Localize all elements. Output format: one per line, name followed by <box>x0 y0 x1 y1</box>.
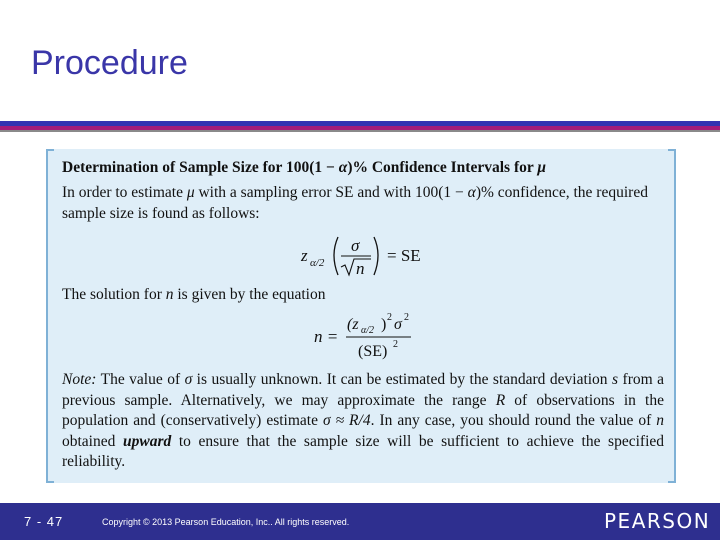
eq2-num-square: 2 <box>387 312 392 323</box>
eq2-denominator: (SE) <box>358 343 388 360</box>
eq2-num-sigma-square: 2 <box>404 312 409 323</box>
box-left-bracket <box>46 149 54 483</box>
eq2-num-subscript: α/2 <box>361 325 375 336</box>
eq2-num-paren: ) <box>381 316 387 333</box>
eq2-lhs: n = <box>314 327 339 346</box>
eq2-num-sigma: σ <box>394 316 402 333</box>
eq1-right-paren <box>374 237 378 275</box>
box-heading: Determination of Sample Size for 100(1 − α)% Confidence Intervals for μ <box>62 159 546 176</box>
eq1-left-paren <box>334 237 338 275</box>
eq1-denominator: n <box>356 259 365 278</box>
intro-paragraph: In order to estimate μ with a sampling error SE and with 100(1 − α)% confidence, the required sample size is found as follows: <box>62 184 648 222</box>
eq2-num-z: (z <box>347 316 359 333</box>
eq1-subscript: α/2 <box>310 257 325 269</box>
slide-title: Procedure <box>31 44 188 82</box>
eq1-rhs: = SE <box>387 246 421 265</box>
title-rule-gray <box>0 130 720 132</box>
solution-line: The solution for n is given by the equation <box>62 286 326 303</box>
equation-sampling-error <box>301 229 451 279</box>
copyright-text: Copyright © 2013 Pearson Education, Inc.. All rights reserved. <box>102 517 350 527</box>
footer-bar <box>0 503 720 540</box>
sample-size-box <box>46 149 676 483</box>
eq1-numerator: σ <box>351 236 360 255</box>
box-right-bracket <box>668 149 676 483</box>
page-number: 7 - 47 <box>24 514 64 529</box>
pearson-logo: PEARSON <box>604 509 711 533</box>
equation-sample-size <box>314 312 424 362</box>
eq1-z: z <box>301 246 308 265</box>
note-paragraph: Note: The value of σ is usually unknown. It can be estimated by the standard deviation s from a previous sample. Alternatively, we may approximate the range R of observations in the population and (conservatively) estimate σ ≈ R/4. In any case, you should round the value of n obtained upward to ensure that the sample size will be sufficient to achieve the specified reliability. <box>62 371 665 470</box>
eq2-den-square: 2 <box>393 339 398 350</box>
